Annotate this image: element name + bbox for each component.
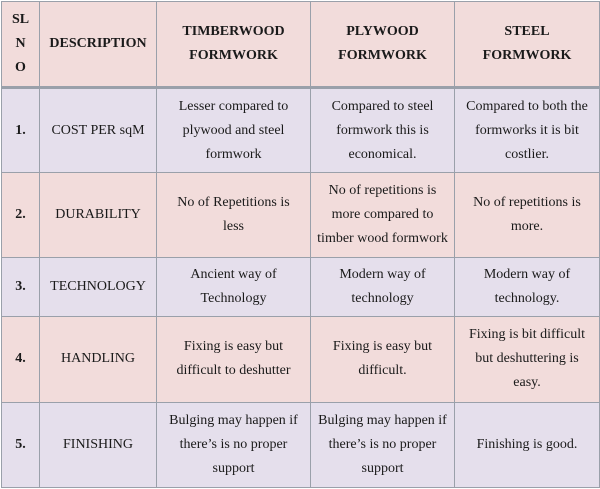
cell-line: Technology [200, 291, 267, 307]
timberwood-cell [157, 402, 311, 487]
header-timberwood [157, 2, 311, 88]
row-description: COST PER sqM [40, 88, 157, 172]
cell-line: plywood and steel [182, 122, 285, 138]
plywood-cell [311, 317, 455, 402]
cell-line: formwork [205, 146, 262, 162]
plywood-cell [311, 172, 455, 257]
header-plywood-line: PLYWOOD [346, 24, 419, 40]
header-steel-line: STEEL [504, 24, 550, 40]
plywood-cell [311, 258, 455, 317]
timberwood-cell [157, 258, 311, 317]
row-description: DURABILITY [40, 172, 157, 257]
timberwood-cell [157, 317, 311, 402]
cell-line: technology. [494, 291, 560, 307]
cell-line: Fixing is bit difficult [468, 327, 586, 343]
header-plywood [311, 2, 455, 88]
steel-cell [455, 258, 600, 317]
row-number: 2. [2, 172, 40, 257]
cell-line: easy. [513, 375, 541, 391]
row-number: 5. [2, 402, 40, 487]
header-steel [455, 2, 600, 88]
cell-line: economical. [348, 146, 417, 162]
row-description: HANDLING [40, 317, 157, 402]
header-sl-line: N [15, 36, 26, 52]
cell-line: more compared to [331, 206, 434, 222]
cell-line: No of repetitions is [473, 194, 581, 210]
cell-line: Modern way of [483, 267, 571, 283]
cell-line: support [361, 460, 404, 476]
row-number: 1. [2, 88, 40, 172]
cell-line: timber wood formwork [317, 230, 448, 246]
table-row [2, 402, 600, 487]
plywood-cell [311, 402, 455, 487]
cell-line: Bulging may happen if [318, 412, 447, 428]
header-sl-no [2, 2, 40, 88]
cell-line: No of repetitions is [328, 182, 437, 198]
cell-line: Ancient way of [190, 267, 277, 283]
row-number: 3. [2, 258, 40, 317]
header-steel-line: FORMWORK [482, 48, 572, 64]
cell-line: more. [510, 218, 544, 234]
steel-cell [455, 172, 600, 257]
timberwood-cell [157, 172, 311, 257]
cell-line: difficult. [358, 363, 407, 379]
cell-line: No of Repetitions is [177, 194, 290, 210]
table-row [2, 172, 600, 257]
cell-line: support [212, 460, 255, 476]
cell-line: formworks it is bit [475, 122, 579, 138]
cell-line: Finishing is good. [476, 436, 578, 452]
header-sl-line: SL [11, 12, 30, 28]
cell-line: Fixing is easy but [183, 339, 284, 355]
cell-line: technology [351, 291, 414, 307]
cell-line: Fixing is easy but [332, 339, 433, 355]
cell-line: Modern way of [339, 267, 426, 283]
formwork-comparison-table [1, 1, 600, 488]
cell-line: but deshuttering is [475, 351, 579, 367]
cell-line: less [223, 218, 244, 234]
cell-line: Lesser compared to [178, 98, 289, 114]
header-plywood-line: FORMWORK [338, 48, 427, 64]
header-description: DESCRIPTION [40, 2, 157, 88]
table-row [2, 317, 600, 402]
header-row [2, 2, 600, 88]
cell-line: there’s is no proper [179, 436, 288, 452]
row-number: 4. [2, 317, 40, 402]
header-timberwood-line: FORMWORK [189, 48, 278, 64]
plywood-cell [311, 88, 455, 172]
timberwood-cell [157, 88, 311, 172]
cell-line: Compared to both the [466, 98, 588, 114]
row-description: FINISHING [40, 402, 157, 487]
cell-line: Compared to steel [331, 98, 434, 114]
table-row [2, 88, 600, 172]
cell-line: there’s is no proper [328, 436, 437, 452]
header-sl-line: O [15, 60, 26, 76]
header-timberwood-line: TIMBERWOOD [182, 24, 285, 40]
cell-line: costlier. [505, 146, 549, 162]
steel-cell [455, 88, 600, 172]
cell-line: formwork this is [336, 122, 429, 138]
cell-line: difficult to deshutter [176, 363, 291, 379]
row-description: TECHNOLOGY [40, 258, 157, 317]
table-row [2, 258, 600, 317]
steel-cell [455, 317, 600, 402]
cell-line: Bulging may happen if [169, 412, 298, 428]
steel-cell [455, 402, 600, 487]
